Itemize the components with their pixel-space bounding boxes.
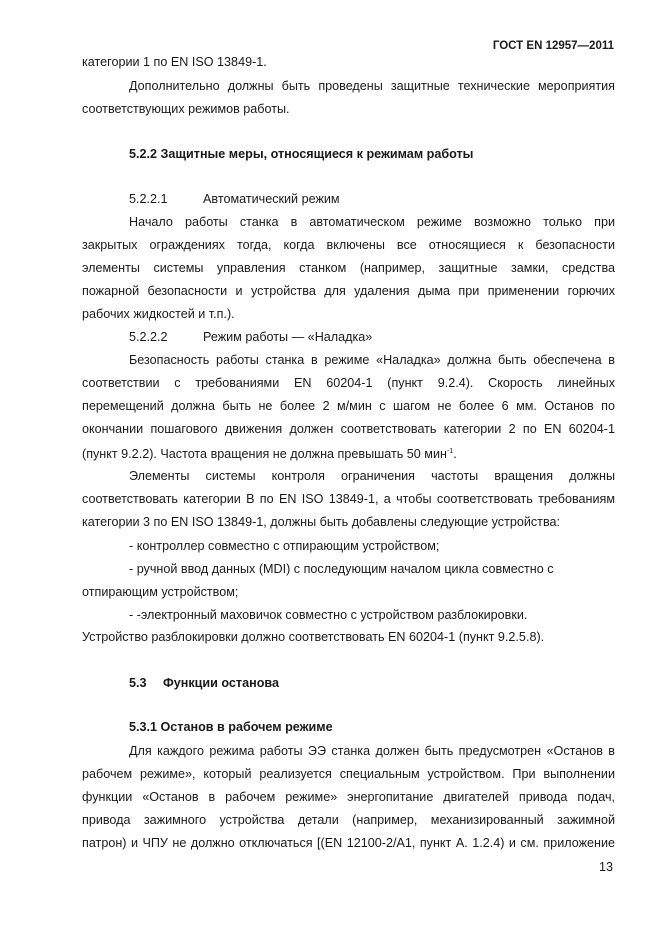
heading-number: 5.3 xyxy=(129,676,147,690)
text-line: соответствующих режимов работы. xyxy=(82,102,290,116)
heading-number: 5.2.2.1 xyxy=(129,192,168,206)
section-heading-5-3-1: 5.3.1 Останов в рабочем режиме xyxy=(129,720,333,734)
list-item: - ручной ввод данных (MDI) с последующим началом цикла совместно с xyxy=(129,562,554,576)
heading-number: 5.2.2.2 xyxy=(129,330,168,344)
text-line: Дополнительно должны быть проведены защитные технические мероприятия xyxy=(129,79,615,93)
text-line: функции «Останов в рабочем режиме» энергопитание двигателей привода подач, xyxy=(82,790,615,804)
subsection-heading-5-2-2-2 xyxy=(129,329,372,345)
list-item: - контроллер совместно с отпирающим устройством; xyxy=(129,539,440,553)
section-heading-5-2-2: 5.2.2 Защитные меры, относящиеся к режимам работы xyxy=(129,147,474,161)
text-fragment: . xyxy=(453,447,457,461)
text-line: Начало работы станка в автоматическом режиме возможно только при xyxy=(129,215,615,229)
text-line: категории 3 по EN ISO 13849-1, должны быть добавлены следующие устройства: xyxy=(82,515,560,529)
text-line: рабочих жидкостей и т.п.). xyxy=(82,307,235,321)
text-line: Элементы системы контроля ограничения частоты вращения должны xyxy=(129,469,615,483)
section-heading-5-3 xyxy=(129,675,279,691)
heading-title: Автоматический режим xyxy=(203,192,340,206)
text-line: категории 1 по EN ISO 13849-1. xyxy=(82,55,267,69)
heading-title: Режим работы — «Наладка» xyxy=(203,330,373,344)
list-item: - -электронный маховичок совместно с устройством разблокировки. xyxy=(129,608,528,622)
document-header: ГОСТ EN 12957—2011 xyxy=(492,40,614,52)
text-line: Безопасность работы станка в режиме «Наладка» должна быть обеспечена в xyxy=(129,353,615,367)
text-line: перемещений должна быть не более 2 м/мин с шагом не более 6 мм. Останов по xyxy=(82,399,615,413)
superscript: -1 xyxy=(446,448,454,455)
text-line: Устройство разблокировки должно соответствовать EN 60204-1 (пункт 9.2.5.8). xyxy=(82,630,545,644)
heading-title: Функции останова xyxy=(163,676,279,690)
text-line: пожарной безопасности и устройства для удаления дыма при применении горючих xyxy=(82,284,615,298)
text-line: привода зажимного устройства детали (например, механизированный зажимной xyxy=(82,813,615,827)
text-line: патрон) и ЧПУ не должно отключаться [(EN 12100-2/A1, пункт А. 1.2.4) и см. приложение xyxy=(82,836,615,850)
text-line xyxy=(82,444,457,462)
text-line: Для каждого режима работы ЭЭ станка должен быть предусмотрен «Останов в xyxy=(129,744,615,758)
text-line: элементы системы управления станком (например, защитные замки, средства xyxy=(82,261,615,275)
list-item-continuation: отпирающим устройством; xyxy=(82,585,239,599)
text-line: закрытых ограждениях тогда, когда включены все относящиеся к безопасности xyxy=(82,238,615,252)
text-line: окончании пошагового движения должен соответствовать категории 2 по EN 60204-1 xyxy=(82,422,615,436)
text-line: соответствовать категории B по EN ISO 13849-1, а чтобы соответствовать требованиям xyxy=(82,492,615,506)
text-line: соответствии с требованиями EN 60204-1 (пункт 9.2.4). Скорость линейных xyxy=(82,376,615,390)
page-number: 13 xyxy=(598,860,613,874)
text-line: рабочем режиме», который реализуется специальным устройством. При выполнении xyxy=(82,767,615,781)
text-fragment: (пункт 9.2.2). Частота вращения не должна превышать 50 мин xyxy=(82,447,447,461)
subsection-heading-5-2-2-1 xyxy=(129,191,340,207)
